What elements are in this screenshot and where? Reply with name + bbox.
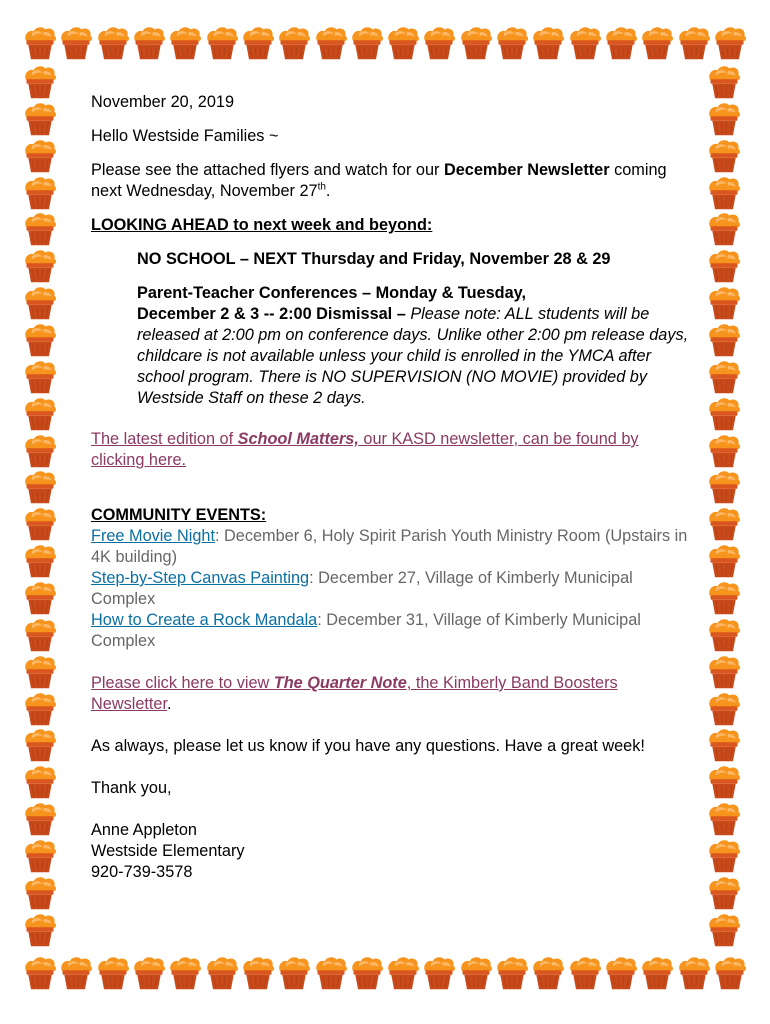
flower-pot-icon [567,955,603,991]
flower-pot-icon [22,801,58,837]
flower-pot-icon [639,955,675,991]
flower-pot-icon [22,506,58,542]
flower-pot-icon [313,955,349,991]
border-bottom [22,955,748,991]
flower-pot-icon [706,211,742,247]
flower-pot-icon [706,691,742,727]
event-item [91,610,691,652]
flower-pot-icon [706,764,742,800]
flower-pot-icon [22,617,58,653]
flower-pot-icon [22,727,58,763]
flower-pot-icon [22,64,58,100]
conferences-dates: December 2 & 3 -- 2:00 Dismissal – [137,305,411,323]
flower-pot-icon [204,955,240,991]
flower-pot-icon [22,138,58,174]
flower-pot-icon [706,433,742,469]
intro-paragraph [91,160,691,202]
flower-pot-icon [349,25,385,61]
closing-paragraph: As always, please let us know if you have any questions. Have a great week! [91,737,645,755]
flower-pot-icon [706,138,742,174]
conferences-title: Parent-Teacher Conferences – Monday & Tuesday, [137,284,527,302]
flower-pot-icon [22,25,58,61]
flower-pot-icon [530,955,566,991]
flower-pot-icon [494,955,530,991]
signature-phone: 920-739-3578 [91,863,193,881]
flower-pot-icon [22,875,58,911]
thanks: Thank you, [91,779,172,797]
border-top [22,25,748,61]
ordinal-suffix: th [317,181,326,193]
flower-pot-icon [421,25,457,61]
flower-pot-icon [603,955,639,991]
flower-pot-icon [276,955,312,991]
flower-pot-icon [204,25,240,61]
flower-pot-icon [276,25,312,61]
flower-pot-icon [58,955,94,991]
event-link-movie-night[interactable]: Free Movie Night [91,527,215,545]
flower-pot-icon [712,25,748,61]
flower-pot-icon [706,506,742,542]
quarter-note-end: . [167,695,172,713]
flower-pot-icon [603,25,639,61]
flower-pot-icon [706,727,742,763]
community-heading: COMMUNITY EVENTS: [91,506,267,524]
flower-pot-icon [22,285,58,321]
flower-pot-icon [131,955,167,991]
school-matters-link[interactable] [91,429,691,471]
flower-pot-icon [706,396,742,432]
event-link-rock-mandala[interactable]: How to Create a Rock Mandala [91,611,318,629]
flower-pot-icon [706,580,742,616]
quarter-note-link-post[interactable]: , the Kimberly Band Boosters Newsletter [91,674,618,713]
flower-pot-icon [22,248,58,284]
flower-pot-icon [706,101,742,137]
school-matters-title[interactable]: School Matters, [237,430,359,448]
quarter-note-link-pre[interactable]: Please click here to view [91,674,274,692]
quarter-note-title[interactable]: The Quarter Note [273,674,407,692]
flower-pot-icon [22,912,58,948]
flower-pot-icon [385,955,421,991]
flower-pot-icon [22,543,58,579]
flower-pot-icon [22,654,58,690]
flower-pot-icon [22,838,58,874]
flower-pot-icon [167,955,203,991]
quarter-note-paragraph [91,673,691,715]
school-matters-pre[interactable]: The latest edition of [91,430,238,448]
signature-school: Westside Elementary [91,842,245,860]
flower-pot-icon [706,543,742,579]
event-item [91,568,691,610]
conferences-notice [91,283,691,409]
flower-pot-icon [22,175,58,211]
flower-pot-icon [22,764,58,800]
border-right [706,64,742,948]
flower-pot-icon [706,285,742,321]
flower-pot-icon [22,396,58,432]
flower-pot-icon [706,875,742,911]
flower-pot-icon [95,25,131,61]
flower-pot-icon [22,359,58,395]
flower-pot-icon [706,654,742,690]
intro-text-2: coming next Wednesday, November 27 [91,161,667,200]
flower-pot-icon [712,955,748,991]
intro-end: . [325,182,331,200]
conferences-note: Please note: ALL students will be released at 2:00 pm on conference days. Unlike other 2:00 pm release days, childcare is not available unless your child is enrolled in the YMCA after school program. There is NO SUPERVISION (NO MOVIE) provided by Westside Staff on these 2 days. [137,305,689,407]
letter-body [91,92,691,883]
event-detail: : December 31, Village of Kimberly Municipal Complex [91,611,641,650]
flower-pot-icon [240,25,276,61]
flower-pot-icon [706,469,742,505]
no-school-notice: NO SCHOOL – NEXT Thursday and Friday, November 28 & 29 [137,250,611,268]
flower-pot-icon [706,838,742,874]
flower-pot-icon [639,25,675,61]
flower-pot-icon [706,322,742,358]
event-item [91,526,691,568]
border-left [22,64,58,948]
flower-pot-icon [706,248,742,284]
flower-pot-icon [131,25,167,61]
flower-pot-icon [706,64,742,100]
flower-pot-icon [706,912,742,948]
flower-pot-icon [706,175,742,211]
flower-pot-icon [95,955,131,991]
flower-pot-icon [22,211,58,247]
flower-pot-icon [349,955,385,991]
flower-pot-icon [22,433,58,469]
flower-pot-icon [22,469,58,505]
flower-pot-icon [22,955,58,991]
flower-pot-icon [706,359,742,395]
event-detail: : December 6, Holy Spirit Parish Youth Ministry Room (Upstairs in 4K building) [91,527,688,566]
flower-pot-icon [240,955,276,991]
flower-pot-icon [22,580,58,616]
flower-pot-icon [567,25,603,61]
intro-text: Please see the attached flyers and watch for our [91,161,444,179]
flower-pot-icon [676,955,712,991]
letter-date: November 20, 2019 [91,93,235,111]
flower-pot-icon [706,801,742,837]
newsletter-name: December Newsletter [443,161,610,179]
flower-pot-icon [167,25,203,61]
event-link-canvas-painting[interactable]: Step-by-Step Canvas Painting [91,569,310,587]
flower-pot-icon [530,25,566,61]
flower-pot-icon [313,25,349,61]
flower-pot-icon [706,617,742,653]
flower-pot-icon [421,955,457,991]
school-matters-post[interactable]: our KASD newsletter, can be found by clicking here. [91,430,639,469]
flower-pot-icon [494,25,530,61]
flower-pot-icon [458,955,494,991]
event-detail: : December 27, Village of Kimberly Municipal Complex [91,569,633,608]
flower-pot-icon [58,25,94,61]
flower-pot-icon [676,25,712,61]
flower-pot-icon [385,25,421,61]
looking-ahead-heading: LOOKING AHEAD to next week and beyond: [91,216,433,234]
flower-pot-icon [458,25,494,61]
flower-pot-icon [22,101,58,137]
signature-name: Anne Appleton [91,821,197,839]
flower-pot-icon [22,691,58,727]
flower-pot-icon [22,322,58,358]
greeting: Hello Westside Families ~ [91,127,279,145]
